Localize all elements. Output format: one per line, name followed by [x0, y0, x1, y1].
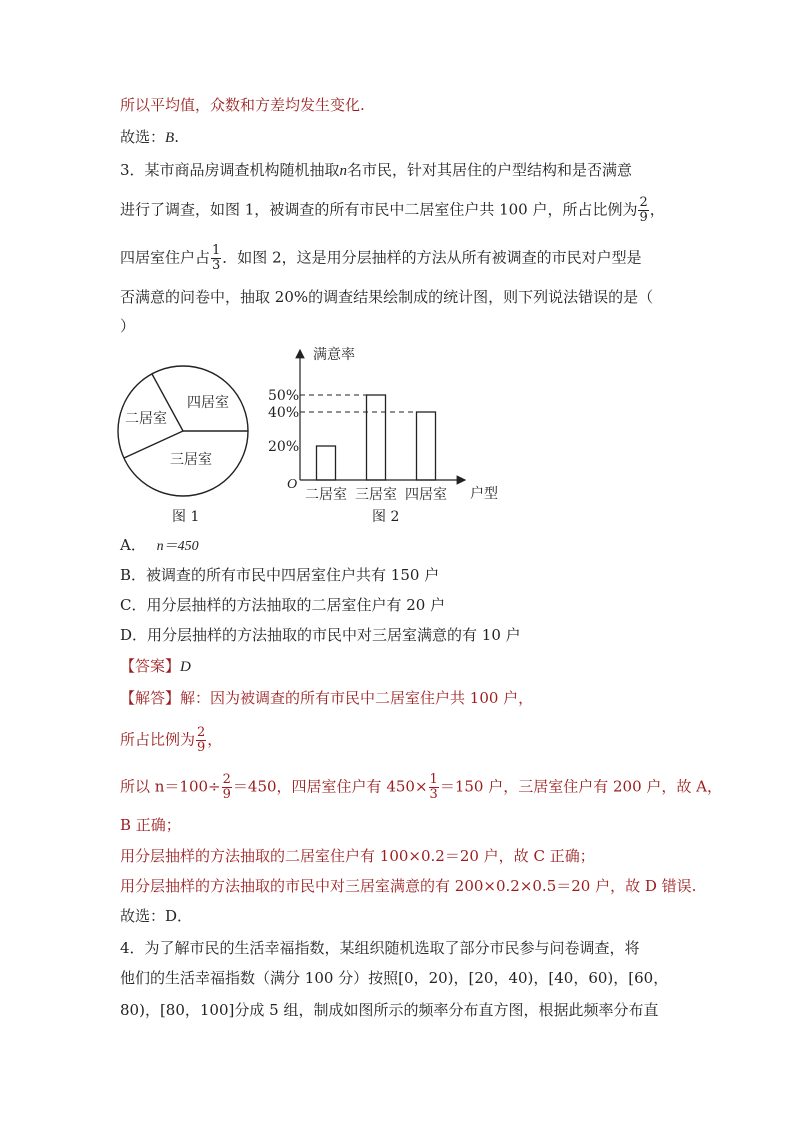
q3-text: ） — [120, 317, 136, 335]
fraction-1-3: $\frac{1}{3}$ — [429, 772, 438, 802]
option-a-text: n＝450 — [156, 539, 199, 554]
solution-text: ＝450，四居室住户有 450× — [232, 777, 428, 796]
q4-line-3 — [120, 1000, 658, 1020]
q3-line-4 — [120, 287, 653, 307]
fraction-1-3: $\frac{1}{3}$ — [212, 243, 221, 273]
answer-tag: 【答案】 — [120, 657, 181, 675]
option-b[interactable] — [120, 565, 439, 585]
solution-text: 故选：D． — [120, 907, 193, 925]
q4-text: 80)，[80，100]分成 5 组，制成如图所示的频率分布直方图，根据此频率分布直 — [120, 1001, 659, 1019]
figure-2-caption: 图 2 — [372, 509, 400, 525]
var-n: n — [339, 163, 348, 179]
solution-text: B 正确； — [120, 816, 181, 834]
previous-choice-line — [120, 127, 179, 148]
pie-label-three-room: 三居室 — [170, 452, 212, 468]
q3-line-1 — [120, 160, 632, 181]
x-tick-label: 四居室 — [405, 487, 447, 503]
option-d-text: D．用分层抽样的方法抽取的市民中对三居室满意的有 10 户 — [120, 626, 521, 644]
origin-label: O — [287, 477, 298, 492]
bar-3 — [417, 412, 436, 480]
x-axis-label: 户型 — [470, 486, 498, 502]
q3-text: ．如图 2，这是用分层抽样的方法从所有被调查的市民对户型是 — [222, 248, 642, 267]
solution-tag: 【解答】 — [120, 689, 181, 707]
y-tick-label: 20% — [268, 439, 300, 455]
pie-label-four-room: 四居室 — [187, 395, 229, 411]
fraction-2-9: $\frac{2}{9}$ — [222, 772, 231, 802]
figure-1-caption: 图 1 — [172, 509, 200, 525]
q3-text: 进行了调查，如图 1，被调查的所有市民中二居室住户共 100 户，所占比例为 — [120, 200, 638, 219]
option-a[interactable] — [120, 535, 199, 557]
q4-text: 4．为了解市民的生活幸福指数，某组织随机选取了部分市民参与问卷调查，将 — [120, 939, 640, 957]
q3-text: 名市民，针对其居住的户型结构和是否满意 — [347, 161, 633, 179]
choice-end: . — [174, 128, 179, 146]
x-tick-label: 三居室 — [355, 487, 397, 503]
solution-text: 解：因为被调查的所有市民中二居室住户共 100 户， — [180, 689, 534, 707]
solution-line-7 — [120, 906, 192, 926]
y-axis-label: 满意率 — [313, 347, 355, 363]
fraction-2-9: $\frac{2}{9}$ — [639, 195, 648, 225]
choice-letter: B — [165, 130, 175, 146]
q3-line-5 — [120, 316, 135, 336]
y-tick-label: 50% — [268, 388, 300, 404]
q3-line-2: 进行了调查，如图 1，被调查的所有市民中二居室住户共 100 户，所占比例为 $\frac{2}{9}$ ， — [120, 195, 665, 225]
option-c-text: C．用分层抽样的方法抽取的二居室住户有 20 户 — [120, 596, 446, 614]
option-b-text: B．被调查的所有市民中四居室住户共有 150 户 — [120, 566, 440, 584]
option-d[interactable] — [120, 625, 521, 645]
q4-text: 他们的生活幸福指数（满分 100 分）按照[0，20)，[20，40)，[40，60)，[60， — [120, 969, 669, 987]
solution-line-5 — [120, 846, 595, 866]
pie-label-two-room: 二居室 — [125, 411, 167, 427]
option-a-label: A． — [120, 536, 146, 554]
answer-line — [120, 656, 191, 677]
solution-text: 所以 n＝100÷ — [120, 777, 221, 796]
figure-2-bar-chart — [265, 342, 510, 504]
previous-answer-line — [120, 95, 365, 115]
q3-text: 否满意的问卷中，抽取 20%的调查结果绘制成的统计图，则下列说法错误的是（ — [120, 288, 654, 306]
solution-text: 用分层抽样的方法抽取的二居室住户有 100×0.2＝20 户，故 C 正确； — [120, 847, 595, 865]
bar-1 — [317, 446, 336, 480]
fraction-2-9: $\frac{2}{9}$ — [197, 725, 206, 755]
bar-2 — [367, 395, 386, 480]
choice-prefix: 故选： — [120, 128, 166, 146]
solution-line-3 — [120, 773, 722, 802]
solution-text: ＝150 户，三居室住户有 200 户，故 A， — [439, 777, 722, 796]
answer-value: D — [180, 659, 191, 675]
option-c[interactable] — [120, 595, 445, 615]
q3-text: 四居室住户占 — [120, 248, 211, 267]
figure-1-pie-chart — [115, 360, 265, 505]
y-tick-label: 40% — [268, 405, 300, 421]
solution-text: 所占比例为 — [120, 730, 196, 749]
q3-line-3 — [120, 244, 642, 273]
q4-line-1 — [120, 938, 640, 958]
solution-line-2: 所占比例为 $\frac{2}{9}$ ， — [120, 725, 223, 755]
q3-text: 3．某市商品房调查机构随机抽取 — [120, 161, 340, 179]
q4-line-2 — [120, 968, 668, 988]
previous-answer-text: 所以平均值，众数和方差均发生变化. — [120, 96, 365, 114]
x-tick-label: 二居室 — [305, 487, 347, 503]
solution-text: 用分层抽样的方法抽取的市民中对三居室满意的有 200×0.2×0.5＝20 户，故 D 错误. — [120, 877, 697, 895]
solution-line-1 — [120, 688, 533, 708]
solution-line-6 — [120, 876, 696, 896]
solution-line-4 — [120, 815, 181, 835]
bars-group — [300, 395, 436, 480]
